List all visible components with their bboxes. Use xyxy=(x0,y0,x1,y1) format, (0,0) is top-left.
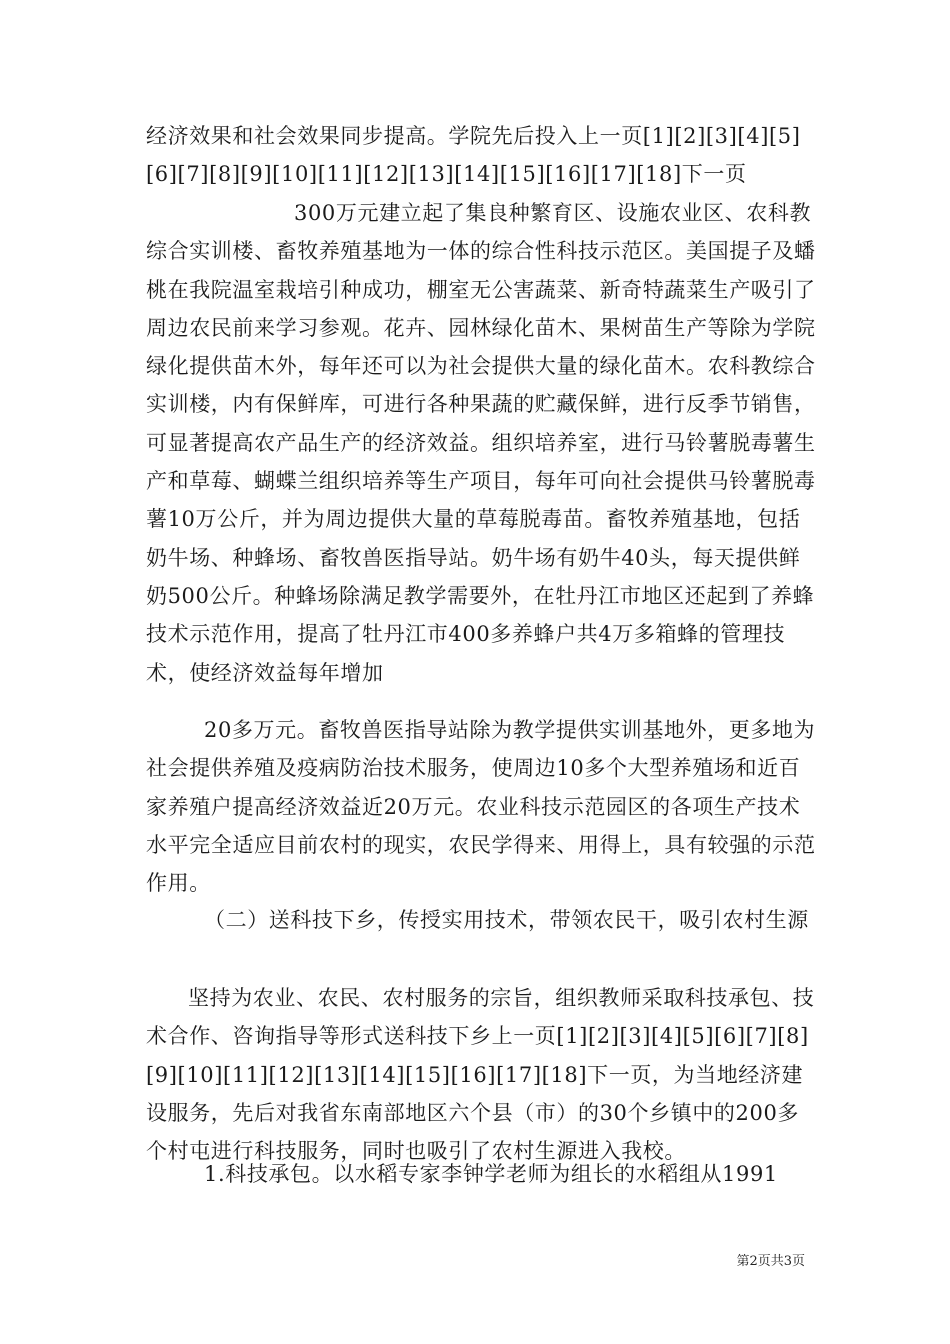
paragraph-2: 300万元建立起了集良种繁育区、设施农业区、农科教综合实训楼、畜牧养殖基地为一体的综合性科技示范区。美国提子及蟠桃在我院温室栽培引种成功，棚室无公害蔬菜、新奇特蔬菜生产吸引了周边农民前来学习参观。花卉、园林绿化苗木、果树苗生产等除为学院绿化提供苗木外，每年还可以为社会提供大量的绿化苗木。农科教综合实训楼，内有保鲜库，可进行各种果蔬的贮藏保鲜，进行反季节销售，可显著提高农产品生产的经济效益。组织培养室，进行马铃薯脱毒薯生产和草莓、蝴蝶兰组织培养等生产项目，每年可向社会提供马铃薯脱毒薯10万公斤，并为周边提供大量的草莓脱毒苗。畜牧养殖基地，包括奶牛场、种蜂场、畜牧兽医指导站。奶牛场有奶牛40头，每天提供鲜奶500公斤。种蜂场除满足教学需要外，在牡丹江市地区还起到了养蜂技术示范作用，提高了牡丹江市400多养蜂户共4万多箱蜂的管理技术，使经济效益每年增加 xyxy=(146,201,816,685)
paragraph-3: 20多万元。畜牧兽医指导站除为教学提供实训基地外，更多地为社会提供养殖及疫病防治技术服务，使周边10多个大型养殖场和近百家养殖户提高经济效益近20万元。农业科技示范园区的各项生产技术水平完全适应目前农村的现实，农民学得来、用得上，具有较强的示范作用。 xyxy=(146,718,816,896)
paragraph-1: 经济效果和社会效果同步提高。学院先后投入上一页[1][2][3][4][5][6][7][8][9][10][11][12][13][14][15][16][17][18]下一页 xyxy=(146,124,801,187)
section-heading: （二）送科技下乡，传授实用技术，带领农民干，吸引农村生源 xyxy=(204,908,809,932)
page-number-footer: 第2页共3页 xyxy=(736,1254,805,1269)
paragraph-5: 1.科技承包。以水稻专家李钟学老师为组长的水稻组从1991 xyxy=(204,1162,778,1186)
paragraph-4: 坚持为农业、农民、农村服务的宗旨，组织教师采取科技承包、技术合作、咨询指导等形式送科技下乡上一页[1][2][3][4][5][6][7][8][9][10][11][12][13][14][15][16][17][18]下一页，为当地经济建设服务，先后对我省东南部地区六个县（市）的30个乡镇中的200多个村屯进行科技服务，同时也吸引了农村生源进入我校。 xyxy=(146,986,815,1164)
